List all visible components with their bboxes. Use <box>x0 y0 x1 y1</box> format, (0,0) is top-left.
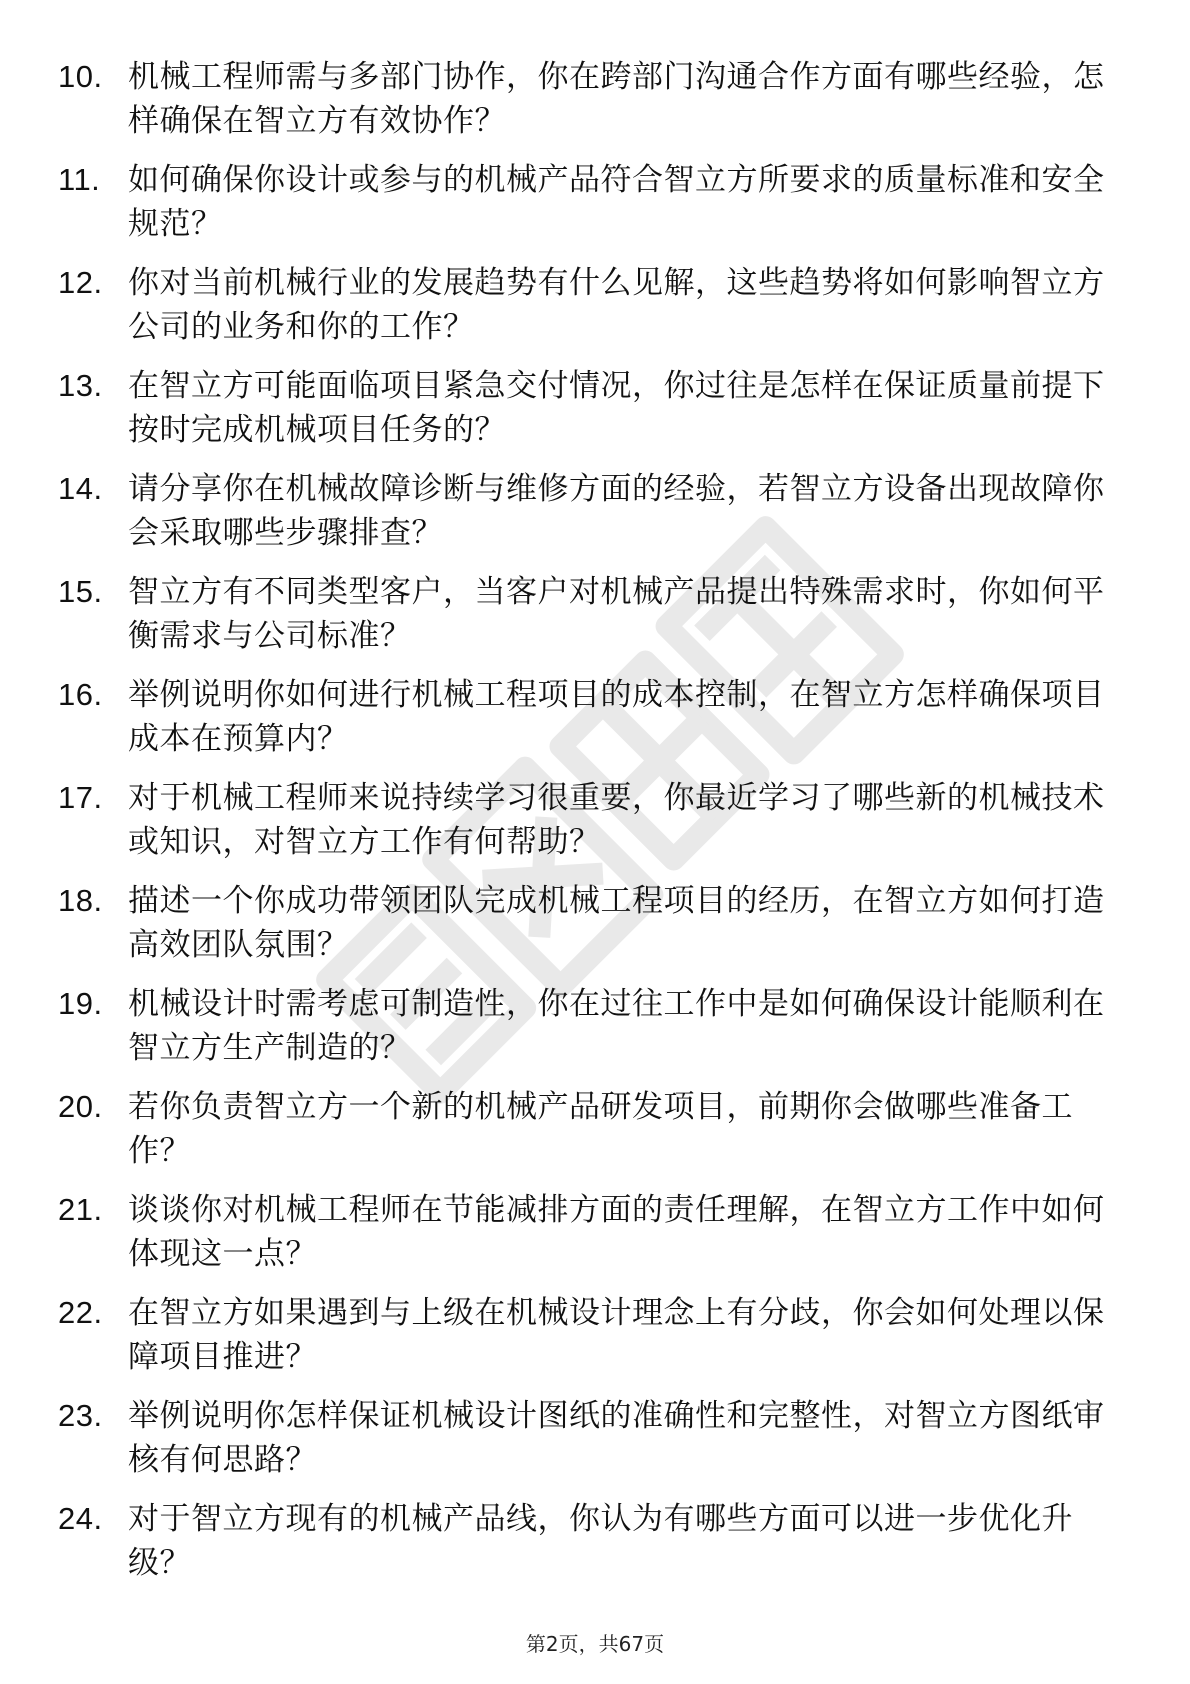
question-number: 22. <box>58 1295 103 1330</box>
question-item-10 <box>58 55 1118 143</box>
question-number: 19. <box>58 986 103 1021</box>
question-text: 机械设计时需考虑可制造性，你在过往工作中是如何确保设计能顺利在智立方生产制造的？ <box>128 986 1105 1066</box>
question-item-16 <box>58 673 1118 761</box>
question-number: 24. <box>58 1501 103 1536</box>
question-item-14 <box>58 467 1118 555</box>
question-number: 16. <box>58 677 103 712</box>
question-item-23 <box>58 1394 1118 1482</box>
question-text: 对于智立方现有的机械产品线，你认为有哪些方面可以进一步优化升级？ <box>128 1501 1073 1581</box>
question-text: 在智立方可能面临项目紧急交付情况，你过往是怎样在保证质量前提下按时完成机械项目任务的？ <box>128 368 1105 448</box>
question-item-19 <box>58 982 1118 1070</box>
question-number: 13. <box>58 368 103 403</box>
question-number: 21. <box>58 1192 103 1227</box>
page-footer <box>0 1628 1190 1657</box>
question-number: 18. <box>58 883 103 918</box>
question-text: 智立方有不同类型客户，当客户对机械产品提出特殊需求时，你如何平衡需求与公司标准？ <box>128 574 1105 654</box>
question-number: 20. <box>58 1089 103 1124</box>
question-item-12 <box>58 261 1118 349</box>
question-number: 14. <box>58 471 103 506</box>
question-text: 请分享你在机械故障诊断与维修方面的经验，若智立方设备出现故障你会采取哪些步骤排查？ <box>128 471 1105 551</box>
question-number: 12. <box>58 265 103 300</box>
question-number: 23. <box>58 1398 103 1433</box>
question-text: 描述一个你成功带领团队完成机械工程项目的经历，在智立方如何打造高效团队氛围？ <box>128 883 1105 963</box>
question-number: 10. <box>58 59 103 94</box>
question-item-22 <box>58 1291 1118 1379</box>
question-number: 15. <box>58 574 103 609</box>
question-text: 在智立方如果遇到与上级在机械设计理念上有分歧，你会如何处理以保障项目推进？ <box>128 1295 1105 1375</box>
question-text: 机械工程师需与多部门协作，你在跨部门沟通合作方面有哪些经验，怎样确保在智立方有效协作？ <box>128 59 1105 139</box>
question-number: 11. <box>58 162 101 197</box>
question-item-18 <box>58 879 1118 967</box>
question-text: 谈谈你对机械工程师在节能减排方面的责任理解，在智立方工作中如何体现这一点？ <box>128 1192 1105 1272</box>
question-item-24 <box>58 1497 1118 1585</box>
question-item-11 <box>58 158 1118 246</box>
question-item-20 <box>58 1085 1118 1173</box>
question-text: 如何确保你设计或参与的机械产品符合智立方所要求的质量标准和安全规范？ <box>128 162 1105 242</box>
question-text: 举例说明你怎样保证机械设计图纸的准确性和完整性，对智立方图纸审核有何思路？ <box>128 1398 1105 1478</box>
question-item-15 <box>58 570 1118 658</box>
page-number-label: 第2页，共67页 <box>525 1632 665 1656</box>
question-item-21 <box>58 1188 1118 1276</box>
question-text: 对于机械工程师来说持续学习很重要，你最近学习了哪些新的机械技术或知识，对智立方工作有何帮助？ <box>128 780 1105 860</box>
question-text: 举例说明你如何进行机械工程项目的成本控制，在智立方怎样确保项目成本在预算内？ <box>128 677 1105 757</box>
question-item-17 <box>58 776 1118 864</box>
question-item-13 <box>58 364 1118 452</box>
question-list <box>58 55 1118 1600</box>
question-text: 若你负责智立方一个新的机械产品研发项目，前期你会做哪些准备工作？ <box>128 1089 1073 1169</box>
question-number: 17. <box>58 780 103 815</box>
question-text: 你对当前机械行业的发展趋势有什么见解，这些趋势将如何影响智立方公司的业务和你的工作？ <box>128 265 1105 345</box>
